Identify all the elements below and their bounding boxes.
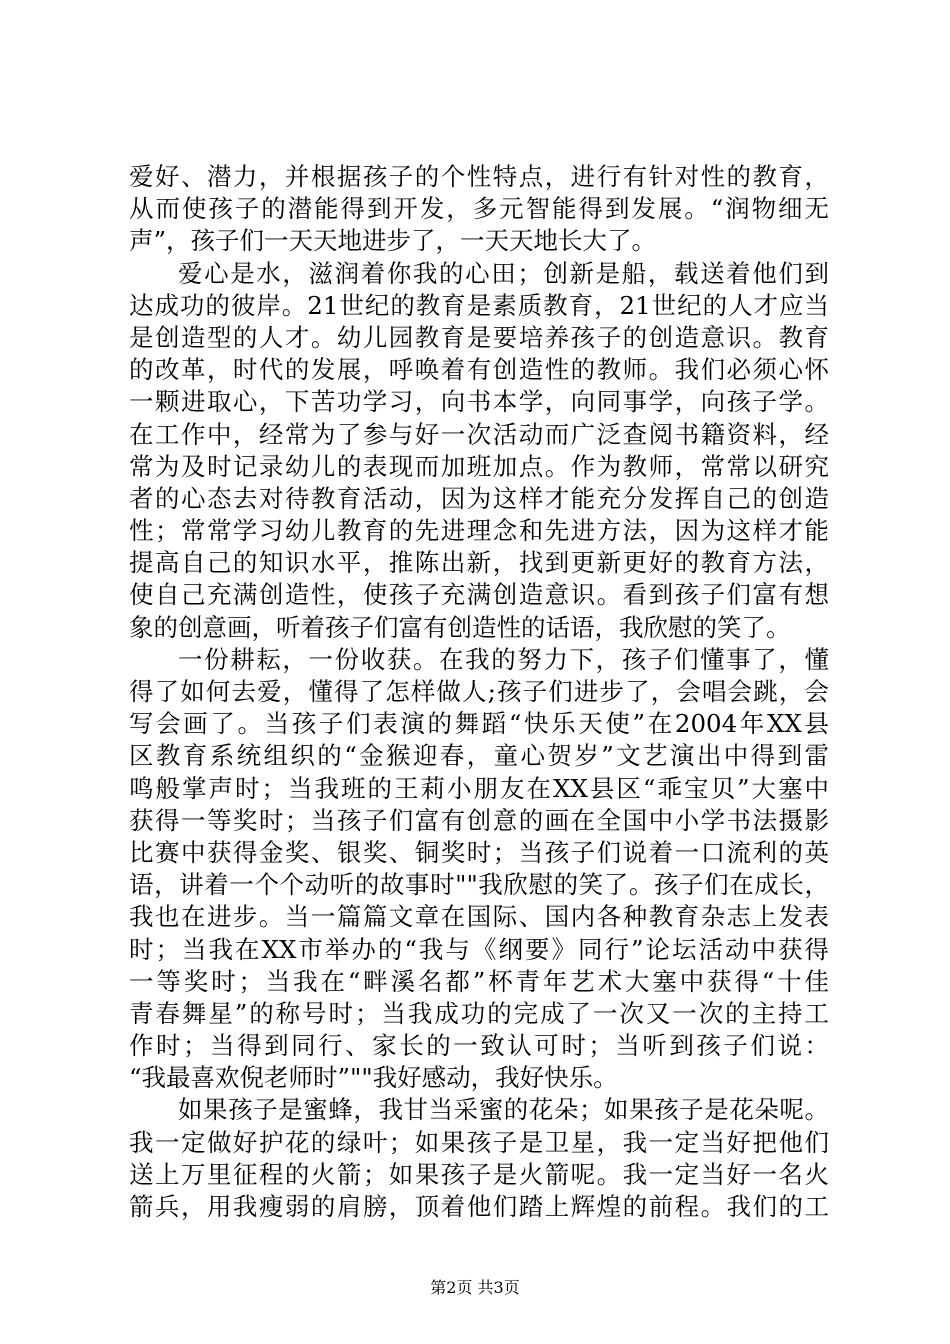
text-line: 箭兵，用我瘦弱的肩膀，顶着他们踏上辉煌的前程。我们的工 — [129, 1192, 829, 1221]
text-line: 青春舞星”的称号时；当我成功的完成了一次又一次的主持工 — [129, 998, 829, 1028]
text-line: 获得一等奖时；当孩子们富有创意的画在全国中小学书法摄影 — [129, 805, 829, 835]
text-line: 鸣般掌声时；当我班的王莉小朋友在XX县区“乖宝贝”大塞中 — [129, 773, 829, 803]
text-line: 比赛中获得金奖、银奖、铜奖时；当孩子们说着一口流利的英 — [129, 837, 829, 867]
text-line: 象的创意画，听着孩子们富有创造性的话语，我欣慰的笑了。 — [129, 612, 791, 642]
text-line: 我一定做好护花的绿叶；如果孩子是卫星，我一定当好把他们 — [129, 1127, 829, 1157]
text-line: 爱心是水，滋润着你我的心田；创新是船，载送着他们到 — [178, 258, 829, 288]
paragraph — [129, 161, 829, 258]
text-line: 作时；当得到同行、家长的一致认可时；当听到孩子们说： — [129, 1031, 829, 1061]
text-line: 者的心态去对待教育活动，因为这样才能充分发挥自己的创造 — [129, 483, 829, 513]
text-line: 达成功的彼岸。21世纪的教育是素质教育，21世纪的人才应当 — [129, 290, 829, 320]
paragraph — [129, 644, 829, 1095]
text-line: 从而使孩子的潜能得到开发，多元智能得到发展。“润物细无 — [129, 194, 829, 224]
text-line: 时；当我在XX市举办的“我与《纲要》同行”论坛活动中获得 — [129, 934, 829, 964]
text-line: 送上万里征程的火箭；如果孩子是火箭呢。我一定当好一名火 — [129, 1159, 829, 1189]
text-line: 一颗进取心，下苦功学习，向书本学，向同事学，向孩子学。 — [129, 387, 829, 417]
paragraph — [129, 1094, 829, 1223]
text-line: 我也在进步。当一篇篇文章在国际、国内各种教育杂志上发表 — [129, 902, 829, 932]
text-line: “我最喜欢倪老师时”""我好感动，我好快乐。 — [129, 1063, 618, 1093]
text-line: 如果孩子是蜜蜂，我甘当采蜜的花朵；如果孩子是花朵呢。 — [178, 1095, 829, 1125]
text-line: 的改革，时代的发展，呼唤着有创造性的教师。我们必须心怀 — [129, 355, 829, 385]
page-footer: 第2页 共3页 — [430, 1278, 520, 1297]
text-line: 得了如何去爱，懂得了怎样做人;孩子们进步了，会唱会跳，会 — [129, 677, 829, 706]
text-line: 常为及时记录幼儿的表现而加班加点。作为教师，常常以研究 — [129, 451, 829, 481]
text-line: 性；常常学习幼儿教育的先进理念和先进方法，因为这样才能 — [129, 516, 829, 546]
text-line: 是创造型的人才。幼儿园教育是要培养孩子的创造意识。教育 — [129, 322, 829, 352]
text-line: 声”，孩子们一天天地进步了，一天天地长大了。 — [129, 226, 657, 256]
text-line: 语，讲着一个个动听的故事时""我欣慰的笑了。孩子们在成长， — [129, 870, 829, 900]
text-line: 在工作中，经常为了参与好一次活动而广泛查阅书籍资料，经 — [129, 419, 829, 449]
text-line: 提高自己的知识水平，推陈出新，找到更新更好的教育方法， — [129, 548, 829, 578]
text-line: 爱好、潜力，并根据孩子的个性特点，进行有针对性的教育， — [129, 162, 829, 191]
paragraph — [129, 258, 829, 644]
text-line: 写会画了。当孩子们表演的舞蹈“快乐天使”在2004年XX县 — [129, 709, 829, 739]
text-line: 一份耕耘，一份收获。在我的努力下，孩子们懂事了，懂 — [178, 644, 829, 674]
document-body — [129, 161, 829, 1223]
text-line: 使自己充满创造性，使孩子充满创造意识。看到孩子们富有想 — [129, 580, 829, 610]
text-line: 一等奖时；当我在“畔溪名都”杯青年艺术大塞中获得“十佳 — [129, 966, 829, 996]
text-line: 区教育系统组织的“金猴迎春，童心贺岁”文艺演出中得到雷 — [129, 741, 829, 771]
